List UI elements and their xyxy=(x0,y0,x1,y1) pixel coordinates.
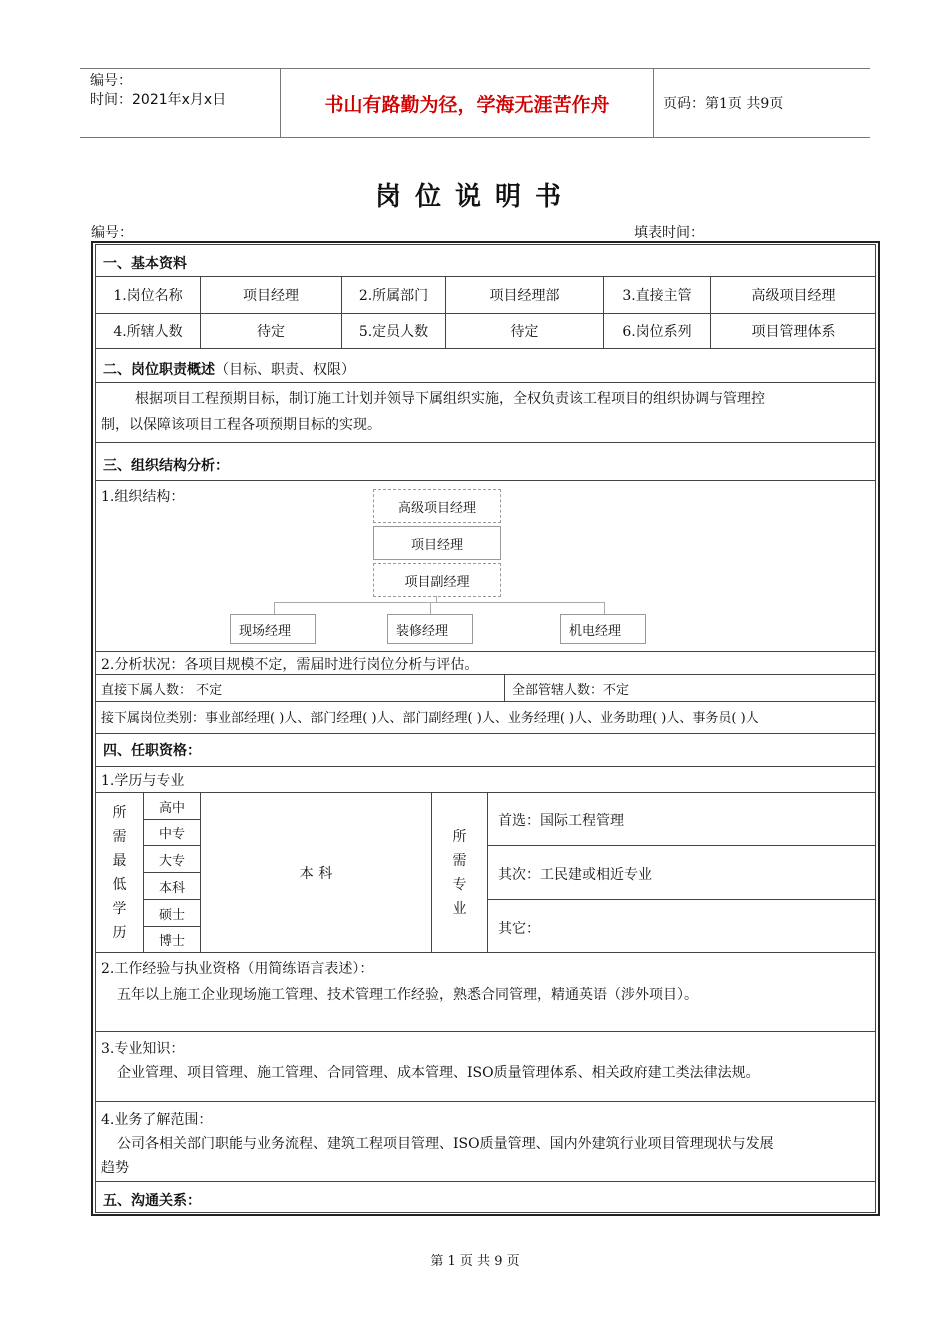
org-node-decoration-manager: 装修经理 xyxy=(387,614,473,644)
section-2-heading: 二、岗位职责概述 xyxy=(103,362,215,378)
org-node-mech-manager: 机电经理 xyxy=(560,614,646,644)
level-master: 硕士 xyxy=(158,907,185,923)
org-node-senior-pm: 高级项目经理 xyxy=(373,489,501,523)
level-doctor: 博士 xyxy=(158,934,185,949)
field-value-headcount: 待定 xyxy=(257,324,285,340)
level-secondary: 中专 xyxy=(158,827,185,842)
total-subordinates: 全部管辖人数：不定 xyxy=(512,683,630,698)
field-label-series: 6.岗位系列 xyxy=(622,324,692,340)
org-connector-right xyxy=(604,602,605,614)
education-label: 1.学历与专业 xyxy=(101,773,185,789)
direct-subordinates: 直接下属人数： 不定 xyxy=(101,683,223,698)
section-1-heading: 一、基本资料 xyxy=(103,256,187,272)
header-motto: 书山有路勤为径，学海无涯苦作舟 xyxy=(280,69,654,137)
experience-label: 2.工作经验与执业资格（用简练语言表述）： xyxy=(101,961,374,977)
field-label-supervisor: 3.直接主管 xyxy=(622,288,692,304)
analysis-status: 2.分析状况：各项目规模不定，需届时进行岗位分析与评估。 xyxy=(101,657,479,673)
level-college: 大专 xyxy=(158,853,185,869)
field-value-quota: 待定 xyxy=(510,324,539,340)
major-first-choice: 首选：国际工程管理 xyxy=(498,813,624,829)
header-code: 编号： xyxy=(90,73,132,89)
section-3-heading: 三、组织结构分析： xyxy=(103,458,229,474)
scope-label: 4.业务了解范围： xyxy=(101,1112,213,1128)
field-value-series: 项目管理体系 xyxy=(751,324,836,340)
knowledge-label: 3.专业知识： xyxy=(101,1041,185,1057)
header-meta xyxy=(80,69,280,137)
org-node-site-manager: 现场经理 xyxy=(230,614,316,644)
page-header xyxy=(80,68,870,138)
section-5-heading: 五、沟通关系： xyxy=(103,1193,201,1209)
experience-text: 五年以上施工企业现场施工管理、技术管理工作经验，熟悉合同管理，精通英语（涉外项目）。 xyxy=(117,987,698,1003)
level-bachelor: 本科 xyxy=(158,880,185,896)
section-2-heading-wrap xyxy=(103,359,355,379)
field-label-quota: 5.定员人数 xyxy=(358,324,429,340)
meta-fill-time: 填表时间： xyxy=(634,225,704,241)
duty-line-1: 根据项目工程预期目标，制订施工计划并领导下属组织实施，全权负责该工程项目的组织协调与管理控 xyxy=(135,391,765,407)
field-value-supervisor: 高级项目经理 xyxy=(751,288,836,304)
meta-code: 编号： xyxy=(91,225,133,241)
major-other: 其它： xyxy=(498,921,540,937)
org-node-deputy-pm: 项目副经理 xyxy=(373,563,501,597)
org-connector-mid xyxy=(430,602,431,614)
org-connector-stem xyxy=(436,596,437,602)
major-vertical-label: 所 需 专 业 xyxy=(452,828,467,917)
document-title: 岗位说明书 xyxy=(374,182,575,212)
org-connector xyxy=(274,602,604,603)
scope-line-2: 趋势 xyxy=(101,1160,129,1176)
major-second-choice: 其次：工民建或相近专业 xyxy=(498,867,652,883)
scope-line-1: 公司各相关部门职能与业务流程、建筑工程项目管理、ISO质量管理、国内外建筑行业项目管理现状与发展 xyxy=(117,1136,774,1152)
field-label-headcount: 4.所辖人数 xyxy=(113,324,183,340)
org-label: 1.组织结构： xyxy=(101,489,185,505)
org-connector-left xyxy=(274,602,275,614)
level-highschool: 高中 xyxy=(158,800,185,816)
field-value-department: 项目经理部 xyxy=(489,288,560,304)
knowledge-text: 企业管理、项目管理、施工管理、合同管理、成本管理、ISO质量管理体系、相关政府建工类法律法规。 xyxy=(117,1065,760,1081)
required-education: 本 科 xyxy=(299,865,333,882)
section-2-note: （目标、职责、权限） xyxy=(215,362,355,378)
field-value-position: 项目经理 xyxy=(243,288,299,304)
subordinate-categories: 接下属岗位类别：事业部经理( )人、部门经理( )人、部门副经理( )人、业务经理( )人、业务助理( )人、事务员( )人 xyxy=(101,711,759,726)
duty-line-2: 制，以保障该项目工程各项预期目标的实现。 xyxy=(101,417,381,433)
field-label-position: 1.岗位名称 xyxy=(113,288,183,304)
page-footer: 第 1 页 共 9 页 xyxy=(430,1254,520,1269)
org-node-pm: 项目经理 xyxy=(373,526,501,560)
education-vertical-label: 所 需 最 低 学 历 xyxy=(112,804,127,941)
header-page: 页码：第1页 共9页 xyxy=(663,96,784,112)
header-time: 时间：2021年x月x日 xyxy=(90,92,227,108)
section-4-heading: 四、任职资格： xyxy=(103,743,201,759)
field-label-department: 2.所属部门 xyxy=(358,288,429,304)
